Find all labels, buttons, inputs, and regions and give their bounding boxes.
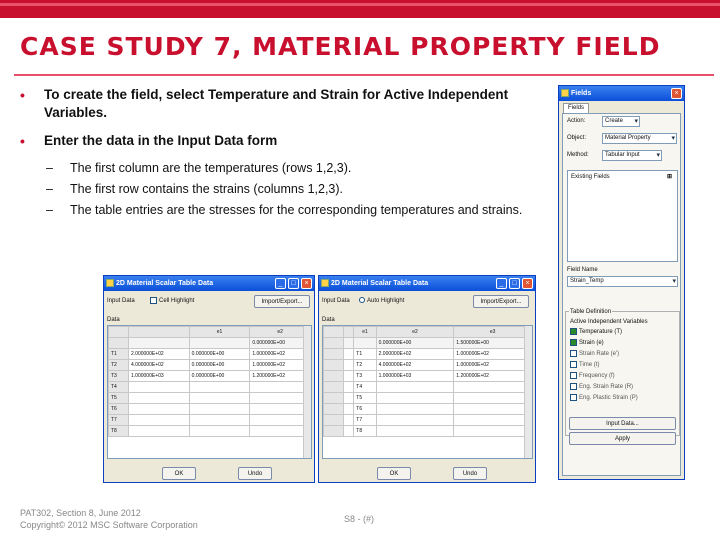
grid-cell[interactable]: 1.000000E+02 [250, 360, 311, 371]
minimize-icon[interactable]: _ [275, 278, 286, 289]
bullet-item: • Enter the data in the Input Data form [20, 132, 540, 150]
grid-cell[interactable]: 0.000000E+00 [189, 349, 250, 360]
grid-cell[interactable] [344, 404, 354, 415]
grid-cell[interactable] [376, 382, 454, 393]
checkbox-icon [570, 394, 577, 401]
checkbox-icon [570, 328, 577, 335]
grid-cell[interactable] [454, 426, 532, 437]
grid-cell[interactable]: 0.000000E+00 [189, 360, 250, 371]
variable-checkbox[interactable] [570, 350, 638, 358]
grid-table [323, 326, 532, 437]
grid-column-header [344, 327, 354, 338]
footer-line: PAT302, Section 8, June 2012 [20, 508, 141, 518]
cell-highlight-checkbox[interactable]: Cell Highlight [150, 297, 194, 305]
grid-row-header [109, 338, 129, 349]
grid-row-header [324, 371, 344, 382]
input-data-button[interactable]: Input Data... [569, 417, 676, 430]
grid-cell[interactable] [250, 382, 311, 393]
grid-cell[interactable]: 1.000000E+02 [250, 349, 311, 360]
grid-cell[interactable] [250, 426, 311, 437]
data-label: Data [322, 317, 335, 323]
grid-column-header [129, 327, 190, 338]
grid-cell[interactable] [344, 360, 354, 371]
table-row [324, 393, 532, 404]
grid-cell[interactable] [189, 382, 250, 393]
slide-title: CASE STUDY 7, MATERIAL PROPERTY FIELD [20, 32, 661, 61]
grid-corner-cell [324, 327, 344, 338]
grid-cell[interactable] [454, 415, 532, 426]
table-row [324, 426, 532, 437]
grid-cell[interactable] [344, 415, 354, 426]
variable-checkbox[interactable] [570, 383, 638, 391]
active-vars-label: Active Independent Variables [570, 319, 648, 325]
ok-button[interactable]: OK [377, 467, 411, 480]
method-label: Method: [567, 152, 589, 158]
grid-cell[interactable] [376, 393, 454, 404]
grid-cell[interactable]: T6 [354, 404, 376, 415]
grid-cell[interactable] [189, 393, 250, 404]
grid-cell[interactable]: 1.000000E+03 [129, 371, 190, 382]
grid-cell[interactable] [344, 382, 354, 393]
grid-column-header: e2 [376, 327, 454, 338]
grid-cell[interactable] [344, 371, 354, 382]
grid-row-header [324, 393, 344, 404]
app-icon [321, 279, 329, 287]
grid-row-header: T2 [109, 360, 129, 371]
table-row [109, 404, 311, 415]
sub-bullet-item: – The first row contains the strains (columns 1,2,3). [20, 181, 540, 198]
variable-label: Time (t) [579, 362, 600, 369]
grid-corner-cell [109, 327, 129, 338]
grid-cell[interactable] [454, 404, 532, 415]
variable-label: Frequency (f) [579, 373, 615, 380]
field-name-label: Field Name [567, 267, 598, 273]
input-data-label: Input Data [107, 298, 135, 304]
vertical-scrollbar[interactable] [524, 326, 532, 458]
input-data-label: Input Data [322, 298, 350, 304]
grid-cell[interactable]: T2 [354, 360, 376, 371]
grid-cell[interactable] [129, 426, 190, 437]
close-icon[interactable]: × [301, 278, 312, 289]
grid-cell[interactable] [189, 338, 250, 349]
top-accent-shine [0, 3, 720, 6]
bullet-item: • To create the field, select Temperature and Strain for Active Independent Variables. [20, 86, 540, 122]
grid-table [108, 326, 311, 437]
variable-checkbox[interactable] [570, 361, 638, 369]
auto-highlight-radio[interactable]: Auto Highlight [359, 297, 404, 305]
grid-row-header: T5 [109, 393, 129, 404]
data-label: Data [107, 317, 120, 323]
grid-cell[interactable]: T5 [354, 393, 376, 404]
grid-cell[interactable] [454, 382, 532, 393]
table-row [109, 426, 311, 437]
grid-cell[interactable]: 1.500000E+00 [454, 338, 532, 349]
window-title: Fields [571, 90, 592, 97]
grid-cell[interactable]: 1.200000E+02 [454, 371, 532, 382]
checkbox-icon [570, 372, 577, 379]
grid-cell[interactable]: 4.000000E+02 [376, 360, 454, 371]
radio-icon [359, 297, 365, 303]
grid-row-header: T6 [109, 404, 129, 415]
footer [20, 507, 198, 531]
grid-cell[interactable]: 2.000000E+02 [129, 349, 190, 360]
table-row [109, 382, 311, 393]
window-title: 2D Material Scalar Table Data [116, 280, 214, 287]
grid-row-header [324, 360, 344, 371]
grid-cell[interactable] [376, 404, 454, 415]
variable-checkbox[interactable] [570, 394, 638, 402]
grid-cell[interactable] [354, 338, 376, 349]
table-row [109, 349, 311, 360]
variable-label: Eng. Strain Rate (R) [579, 384, 634, 391]
tab-fields[interactable]: Fields [563, 103, 589, 113]
data-grid-left[interactable] [107, 325, 312, 459]
grid-cell[interactable]: T1 [354, 349, 376, 360]
grid-cell[interactable] [129, 404, 190, 415]
grid-cell[interactable] [250, 415, 311, 426]
object-label: Object: [567, 135, 587, 141]
sub-bullet-item: – The table entries are the stresses for the corresponding temperatures and strains. [20, 202, 540, 219]
grid-cell[interactable] [129, 415, 190, 426]
title-divider [14, 74, 714, 76]
grid-cell[interactable] [189, 415, 250, 426]
grid-row-header: T3 [109, 371, 129, 382]
table-row [324, 349, 532, 360]
variable-label: Temperature (T) [579, 329, 623, 336]
grid-cell[interactable] [129, 382, 190, 393]
grid-cell[interactable] [376, 415, 454, 426]
variable-checkbox[interactable] [570, 372, 638, 380]
close-icon[interactable]: × [522, 278, 533, 289]
footer-line: Copyright© 2012 MSC Software Corporation [20, 520, 198, 530]
grid-cell[interactable] [344, 393, 354, 404]
grid-cell[interactable]: 1.000000E+03 [376, 371, 454, 382]
field-name-input[interactable]: Strain_Temp ▾ [567, 276, 678, 287]
method-select[interactable]: Tabular Input ▾ [602, 150, 662, 161]
sub-bullet-item: – The first column are the temperatures (rows 1,2,3). [20, 160, 540, 177]
undo-button[interactable]: Undo [238, 467, 272, 480]
checkbox-icon [570, 350, 577, 357]
grid-column-header: e2 [250, 327, 311, 338]
apply-button[interactable]: Apply [569, 432, 676, 445]
object-select[interactable]: Material Property ▾ [602, 133, 677, 144]
top-accent-bar [0, 0, 720, 18]
table-row [109, 371, 311, 382]
grid-row-header [324, 415, 344, 426]
ok-button[interactable]: OK [162, 467, 196, 480]
grid-row-header [324, 349, 344, 360]
grid-cell[interactable] [129, 338, 190, 349]
grid-cell[interactable]: 0.000000E+00 [189, 371, 250, 382]
grid-cell[interactable]: T4 [354, 382, 376, 393]
undo-button[interactable]: Undo [453, 467, 487, 480]
grid-cell[interactable] [344, 426, 354, 437]
grid-cell[interactable]: 0.000000E+00 [376, 338, 454, 349]
grid-column-header: e1 [354, 327, 376, 338]
vertical-scrollbar[interactable] [303, 326, 311, 458]
variable-list [570, 328, 638, 406]
checkbox-icon [150, 297, 157, 304]
table-row [324, 404, 532, 415]
grid-row-header: T4 [109, 382, 129, 393]
grid-cell[interactable]: 0.000000E+00 [250, 338, 311, 349]
window-titlebar [559, 86, 684, 101]
grid-cell[interactable] [189, 404, 250, 415]
grid-cell[interactable] [454, 393, 532, 404]
grid-cell[interactable]: 4.000000E+02 [129, 360, 190, 371]
grid-cell[interactable]: T8 [354, 426, 376, 437]
checkbox-icon [570, 361, 577, 368]
variable-checkbox[interactable] [570, 339, 638, 347]
table-row [324, 415, 532, 426]
maximize-icon[interactable]: □ [509, 278, 520, 289]
checkbox-icon [570, 383, 577, 390]
existing-fields-label: Existing Fields [571, 174, 610, 180]
minimize-icon[interactable]: _ [496, 278, 507, 289]
grid-cell[interactable] [250, 393, 311, 404]
filter-icon[interactable]: ⊞ [666, 174, 672, 180]
grid-row-header: T1 [109, 349, 129, 360]
grid-cell[interactable] [344, 338, 354, 349]
grid-cell[interactable]: 1.000000E+02 [454, 349, 532, 360]
variable-label: Strain (e) [579, 340, 604, 347]
slide-number: S8 - (#) [344, 514, 375, 524]
table-definition-label: Table Definition [570, 309, 612, 315]
grid-header-row [109, 327, 311, 338]
variable-label: Eng. Plastic Strain (P) [579, 395, 638, 402]
table-row [109, 338, 311, 349]
table-data-window-right [318, 275, 536, 483]
grid-cell[interactable] [376, 426, 454, 437]
table-row [109, 360, 311, 371]
grid-cell[interactable] [129, 393, 190, 404]
grid-cell[interactable]: T3 [354, 371, 376, 382]
existing-fields-list[interactable] [567, 170, 678, 262]
action-label: Action: [567, 118, 586, 124]
import-export-button[interactable]: Import/Export... [473, 295, 529, 308]
grid-row-header [324, 404, 344, 415]
maximize-icon[interactable]: □ [288, 278, 299, 289]
app-icon [561, 89, 569, 97]
table-data-window-left [103, 275, 315, 483]
grid-cell[interactable] [344, 349, 354, 360]
bullet-list [20, 86, 540, 223]
grid-row-header: T8 [109, 426, 129, 437]
table-row [324, 371, 532, 382]
table-row [324, 360, 532, 371]
grid-header-row [324, 327, 532, 338]
fields-panel-window [558, 85, 685, 480]
table-row [324, 338, 532, 349]
close-icon[interactable]: × [671, 88, 682, 99]
grid-row-header [324, 426, 344, 437]
grid-cell[interactable]: T7 [354, 415, 376, 426]
action-select[interactable]: Create ▾ [602, 116, 640, 127]
grid-cell[interactable]: 1.000000E+02 [454, 360, 532, 371]
grid-column-header: e1 [189, 327, 250, 338]
variable-label: Strain Rate (e') [579, 351, 620, 358]
table-row [324, 382, 532, 393]
data-grid-right[interactable] [322, 325, 533, 459]
table-row [109, 415, 311, 426]
grid-cell[interactable] [189, 426, 250, 437]
variable-checkbox[interactable] [570, 328, 638, 336]
import-export-button[interactable]: Import/Export... [254, 295, 310, 308]
grid-cell[interactable]: 1.200000E+02 [250, 371, 311, 382]
grid-cell[interactable] [250, 404, 311, 415]
grid-column-header: e3 [454, 327, 532, 338]
grid-row-header: T7 [109, 415, 129, 426]
app-icon [106, 279, 114, 287]
grid-cell[interactable]: 2.000000E+02 [376, 349, 454, 360]
checkbox-icon [570, 339, 577, 346]
table-row [109, 393, 311, 404]
window-title: 2D Material Scalar Table Data [331, 280, 429, 287]
grid-row-header [324, 382, 344, 393]
grid-row-header [324, 338, 344, 349]
